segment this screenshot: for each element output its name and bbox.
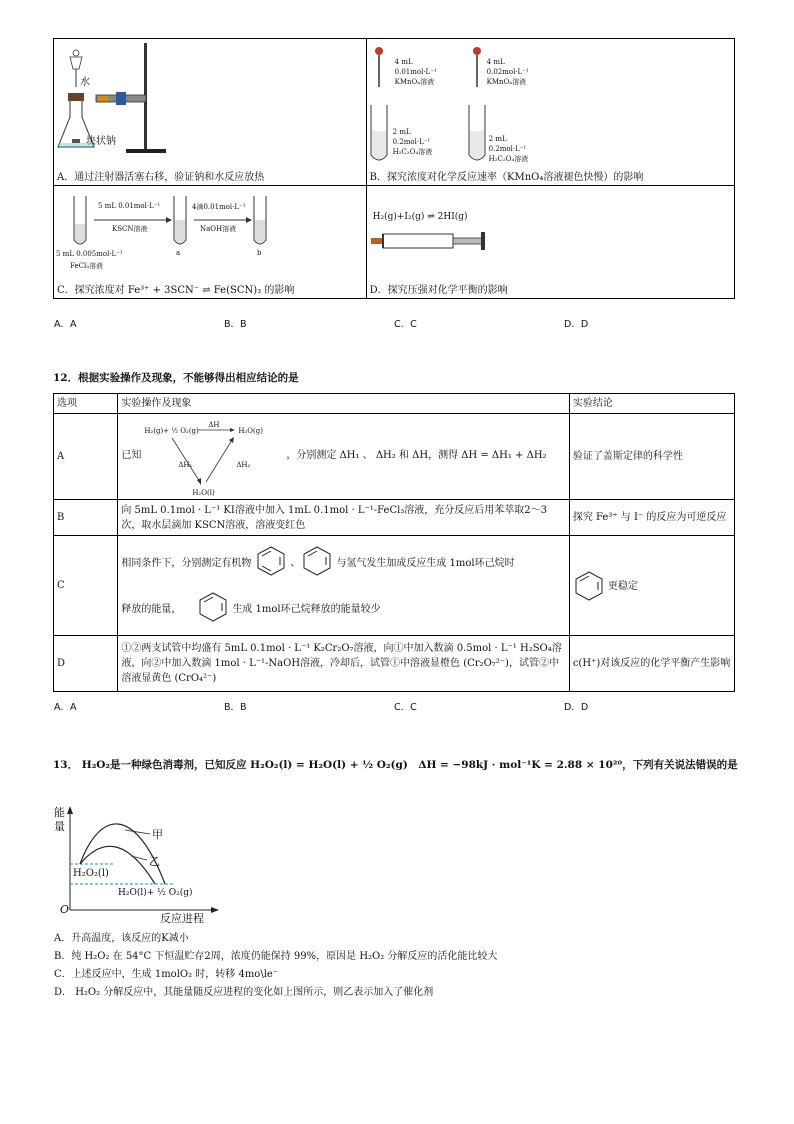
origin-label: O [60, 903, 70, 916]
q11-caption-c: C．探究浓度对 Fe³⁺ + 3SCN⁻ ⇌ Fe(SCN)₃ 的影响 [57, 285, 295, 296]
q11-option-b[interactable]: B．B [224, 319, 247, 330]
row-d-operation: ①②两支试管中均盛有 5mL 0.1mol · L⁻¹ K₂Cr₂O₇溶液，向①中加入数滴 0.5mol · L⁻¹ H₂SO₄溶液，向②中加入数滴 1mol · L⁻¹-NaOH溶液，冷却后，试管①中溶液显橙色 (Cr₂O₇²⁻)，试管②中溶液显黄色 (CrO₄²⁻) [118, 636, 570, 692]
tube1-bottom-label [393, 127, 433, 157]
row-b-label: B [54, 500, 118, 536]
hess-dh: ΔH [208, 421, 220, 429]
equation-d: H₂(g)+I₂(g) ⇌ 2HI(g) [372, 212, 468, 222]
text-line: H₂C₂O₄溶液 [488, 155, 529, 163]
q11-caption-a: A．通过注射器活塞右移，验证钠和水反应放热 [57, 172, 265, 183]
row-a-text: ，分别测定 ΔH₁ 、 ΔH₂ 和 ΔH，测得 ΔH = ΔH₁ + ΔH₂ [286, 450, 547, 461]
row-a-operation [118, 414, 570, 500]
q13-answer-d[interactable]: D． H₂O₂ 分解反应中，其能量随反应进程的变化如上图所示，则乙表示加入了催化剂 [54, 987, 434, 998]
label-b: b [257, 249, 262, 257]
graph-xlabel: 反应进程 [160, 912, 204, 925]
row-c-sep: 、 [290, 558, 301, 569]
benzene-ring-icon [256, 545, 286, 577]
cyclohexadiene-icon [198, 591, 228, 623]
tube1-top-label [395, 57, 437, 87]
curve-yi-label: 乙 [149, 855, 160, 868]
q12-title: 12．根据实验操作及现象，不能够得出相应结论的是 [53, 372, 299, 384]
figure-d-syringe [369, 226, 489, 256]
q11-cell-a [54, 39, 367, 186]
arrow2-bottom: NaOH溶液 [200, 225, 237, 233]
cyclohexadiene-icon [302, 545, 332, 577]
row-d-conclusion: c(H⁺)对该反应的化学平衡产生影响 [569, 636, 734, 692]
cyclohexadiene-icon [574, 570, 604, 602]
arrow2-top: 4滴0.01mol·L⁻¹ [192, 203, 246, 211]
row-c-text4: 生成 1mol环己烷释放的能量较少 [232, 604, 381, 615]
row-d-label: D [54, 636, 118, 692]
row-c-label: C [54, 536, 118, 636]
row-c-text2: 与氢气发生加成反应生成 1mol环己烷时 [336, 558, 515, 569]
arrow1-top: 5 mL 0.01mol·L⁻¹ [98, 202, 161, 210]
reactant-label: H₂O₂(l) [73, 868, 109, 879]
row-b-operation: 向 5mL 0.1mol · L⁻¹ KI溶液中加入 1mL 0.1mol · L⁻¹-FeCl₃溶液，充分反应后用苯萃取2～3次，取水层滴加 KSCN溶液，溶液变红色 [118, 500, 570, 536]
hess-right: H₂O(g) [238, 427, 263, 435]
text-line: 4 mL [486, 58, 505, 66]
q11-option-c[interactable]: C．C [394, 319, 417, 330]
q13-answer-c[interactable]: C．上述反应中，生成 1molO₂ 时，转移 4mo\le⁻ [54, 969, 279, 980]
bottom-label-2: FeCl₃溶液 [70, 262, 104, 270]
text-line: KMnO₄溶液 [394, 78, 435, 86]
bottom-label-1: 5 mL 0.005mol·L⁻¹ [56, 250, 123, 258]
q12-option-c[interactable]: C．C [394, 702, 417, 713]
label-sodium: 块状钠 [86, 136, 116, 147]
q12-option-d[interactable]: D．D [564, 702, 589, 713]
row-c-conclusion-text: 更稳定 [607, 581, 638, 592]
graph-ylabel-1: 能 [54, 806, 65, 819]
figure-a-apparatus [56, 43, 176, 163]
q12-option-a[interactable]: A．A [54, 702, 77, 713]
tube2-top-label [487, 57, 529, 87]
arrow1-bottom: KSCN溶液 [112, 225, 148, 233]
q11-table [53, 38, 735, 299]
q11-option-a[interactable]: A．A [54, 319, 77, 330]
q13-answers [54, 930, 739, 1002]
q11-cell-c [54, 186, 367, 299]
header-conclusion: 实验结论 [569, 394, 734, 414]
row-c-text3: 释放的能量， [121, 604, 182, 615]
row-c-text1: 相同条件下，分别测定有机物 [121, 558, 252, 569]
row-c-operation [118, 536, 570, 636]
q11-cell-b [366, 39, 734, 186]
q13-answer-b[interactable]: B．纯 H₂O₂ 在 54°C 下恒温贮存2周，浓度仍能保持 99%，原因是 H₂O₂ 分解反应的活化能比较大 [54, 951, 498, 962]
hess-bottom: H₂O(l) [192, 489, 215, 497]
q13-title: 13． H₂O₂是一种绿色消毒剂，已知反应 H₂O₂(l) = H₂O(l) + ½ O₂(g) ΔH = −98kJ · mol⁻¹K = 2.88 × 10²⁰，下列有关说法错误的是 [53, 759, 738, 771]
q12-option-b[interactable]: B．B [224, 702, 247, 713]
q11-caption-b: B．探究浓度对化学反应速率（KMnO₄溶液褪色快慢）的影响 [369, 172, 644, 183]
text-line: 0.2mol·L⁻¹ [392, 138, 431, 146]
hess-left: H₂(g)+ ½ O₂(g) [144, 427, 199, 435]
text-line: KMnO₄溶液 [486, 78, 527, 86]
row-a-prefix: 已知 [121, 450, 142, 461]
q11-cell-d [366, 186, 734, 299]
tube2-bottom-label [489, 134, 529, 164]
row-c-conclusion [569, 536, 734, 636]
q13-answer-a[interactable]: A．升高温度，该反应的K减小 [54, 933, 189, 944]
label-a: a [176, 249, 181, 257]
text-line: 2 mL [392, 128, 411, 136]
text-line: 0.01mol·L⁻¹ [394, 68, 437, 76]
text-line: H₂C₂O₄溶液 [392, 148, 433, 156]
product-label: H₂O(l)+ ½ O₂(g) [118, 888, 193, 898]
header-option: 选项 [54, 394, 118, 414]
text-line: 0.02mol·L⁻¹ [486, 68, 529, 76]
text-line: 2 mL [488, 135, 507, 143]
curve-jia-label: 甲 [152, 828, 163, 841]
hess-dh2: ΔH₂ [236, 461, 251, 469]
q11-option-d[interactable]: D．D [564, 319, 589, 330]
label-water: 水 [80, 77, 90, 88]
row-b-conclusion: 探究 Fe³⁺ 与 I⁻ 的反应为可逆反应 [569, 500, 734, 536]
header-operation: 实验操作及现象 [118, 394, 570, 414]
q12-table [53, 393, 735, 692]
text-line: 0.2mol·L⁻¹ [488, 145, 527, 153]
row-a-label: A [54, 414, 118, 500]
graph-ylabel-2: 量 [54, 820, 65, 833]
text-line: 4 mL [394, 58, 413, 66]
hess-dh1: ΔH₁ [178, 461, 193, 469]
row-a-conclusion: 验证了盖斯定律的科学性 [569, 414, 734, 500]
q11-caption-d: D．探究压强对化学平衡的影响 [369, 285, 508, 296]
